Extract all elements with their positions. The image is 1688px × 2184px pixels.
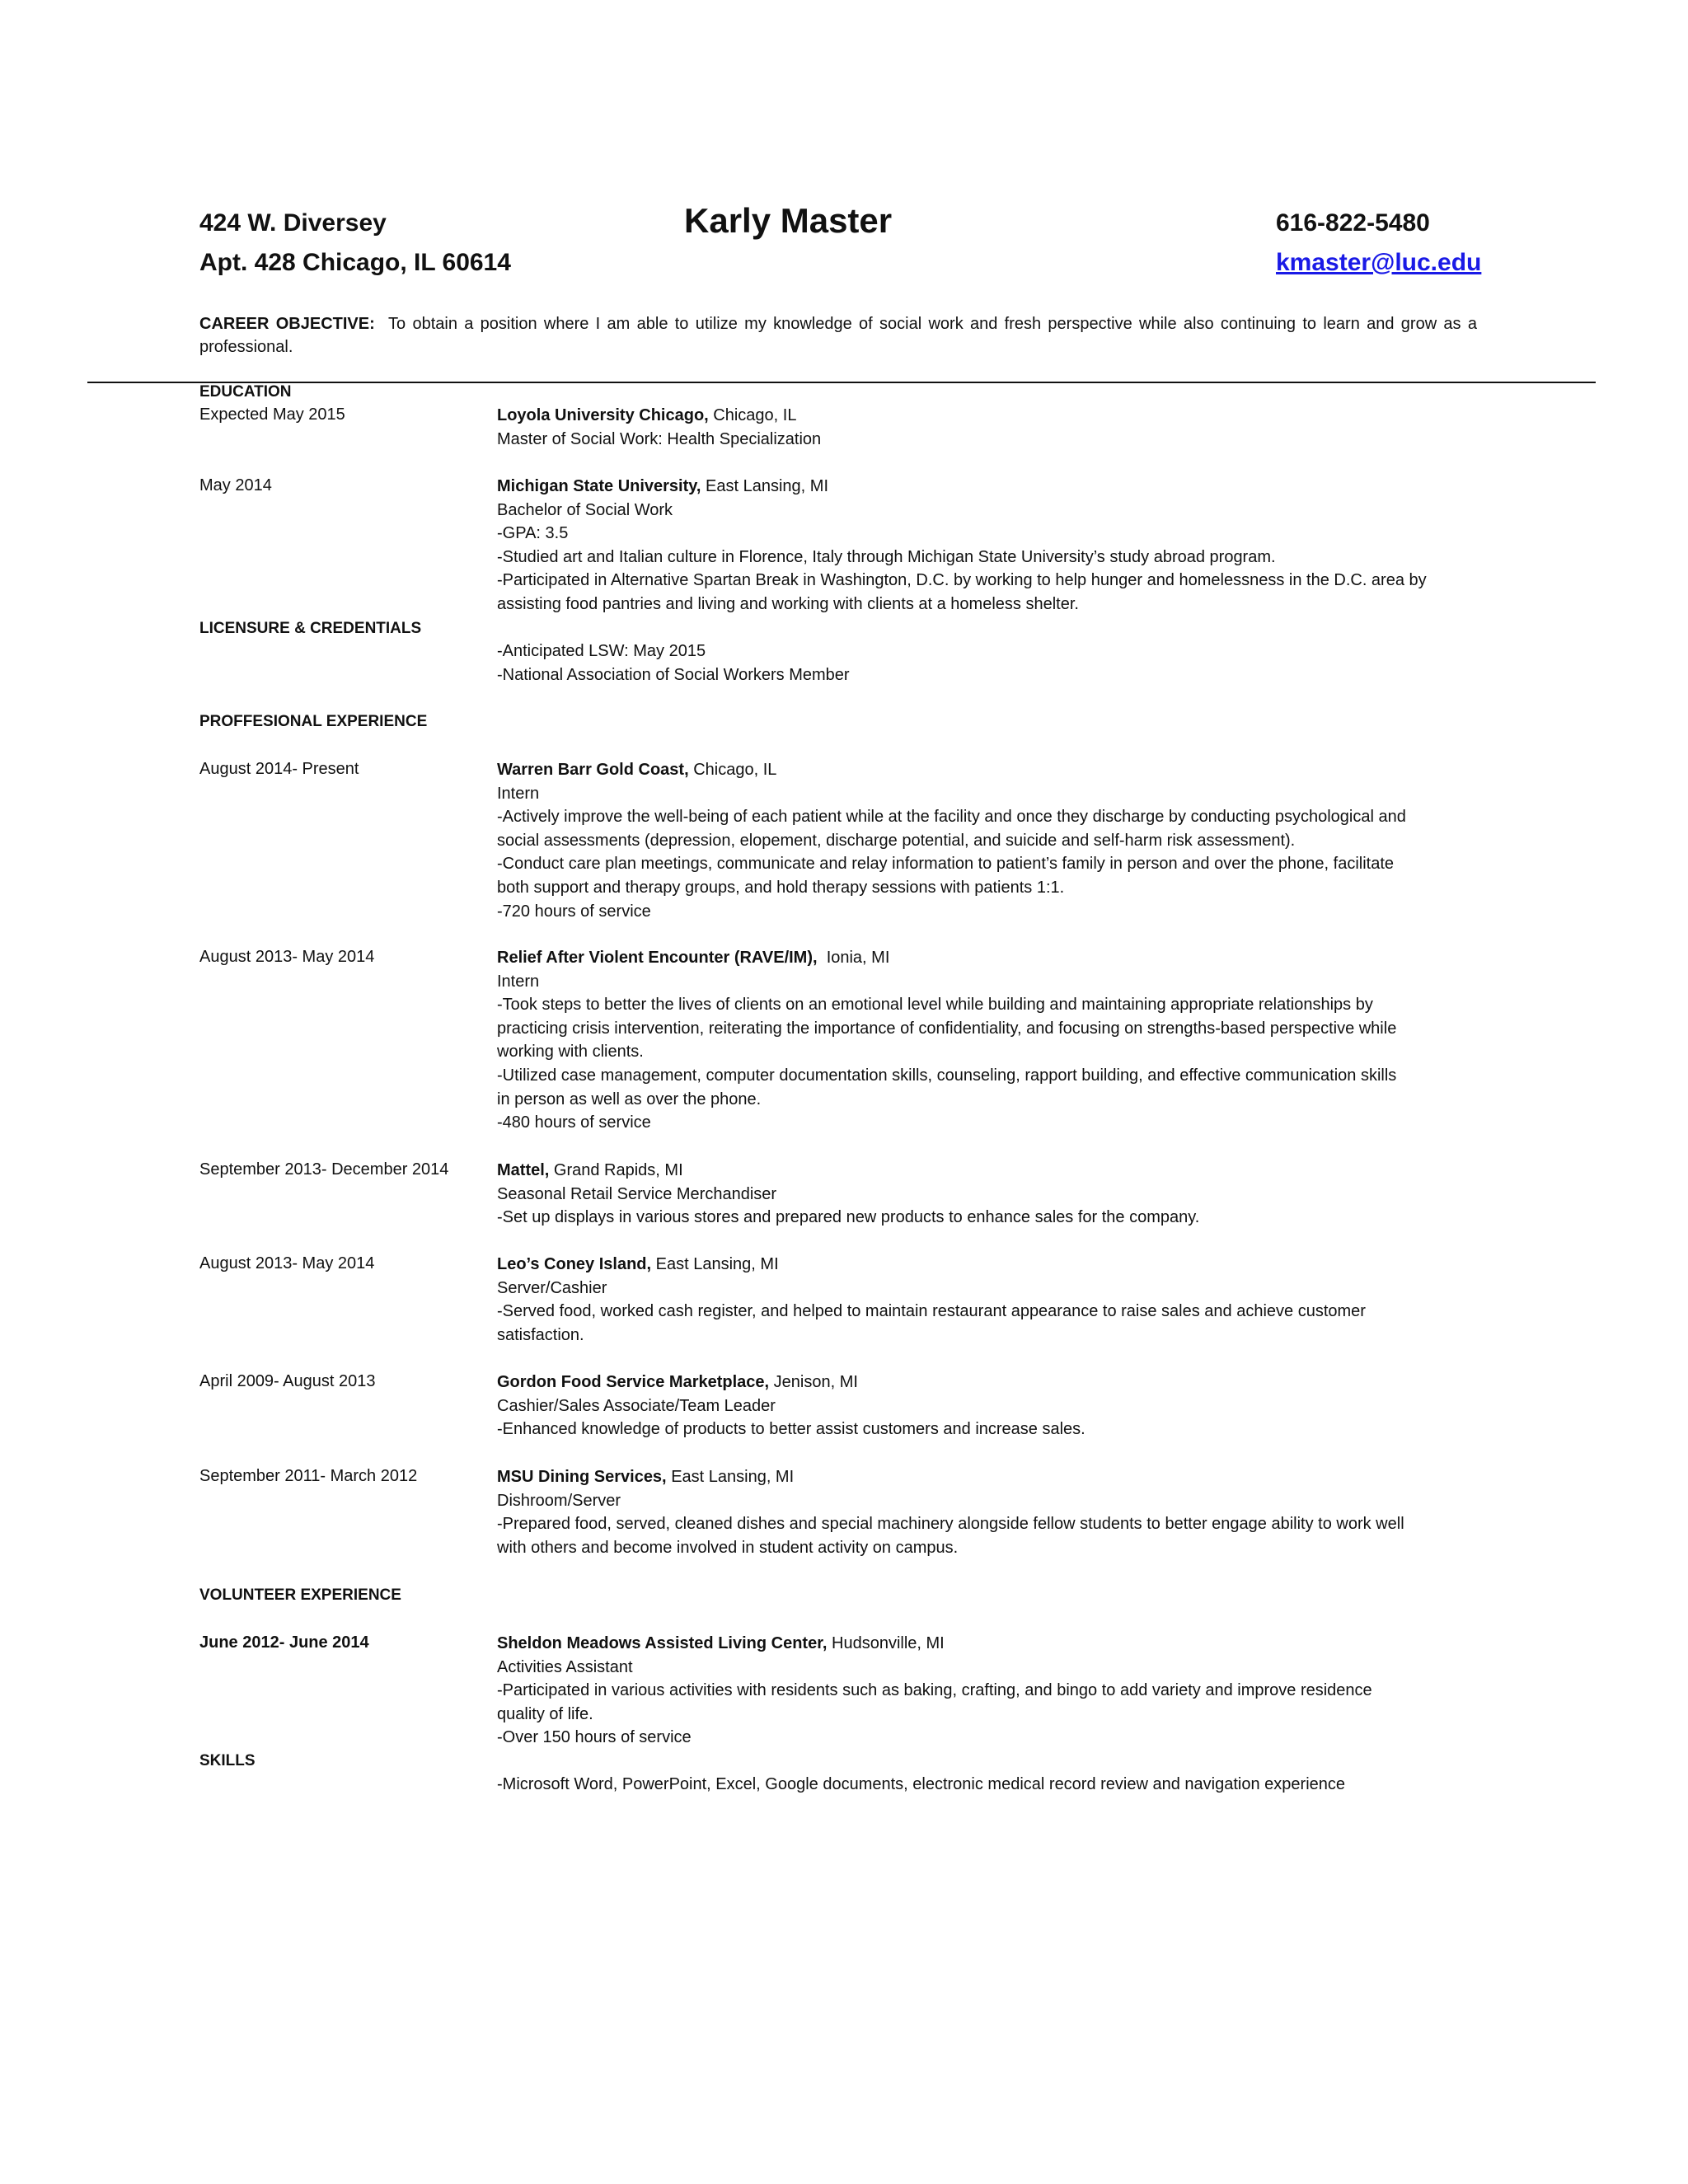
entry-line: -National Association of Social Workers Member xyxy=(497,665,850,684)
career-objective xyxy=(199,312,1477,359)
entry-location: Hudsonville, MI xyxy=(832,1634,945,1652)
entry-line: -Studied art and Italian culture in Florence, Italy through Michigan State University’s study abroad program. xyxy=(497,547,1276,566)
experience-entry-6 xyxy=(497,1465,1490,1559)
entry-org: Gordon Food Service Marketplace, xyxy=(497,1373,770,1391)
entry-org: Mattel, xyxy=(497,1161,550,1179)
entry-line: with others and become involved in student activity on campus. xyxy=(497,1538,959,1557)
entry-location: Grand Rapids, MI xyxy=(553,1161,683,1179)
experience-date-6: September 2011- March 2012 xyxy=(199,1467,418,1485)
entry-line: -Served food, worked cash register, and helped to maintain restaurant appearance to raise sales and achieve customer xyxy=(497,1302,1366,1321)
entry-line: Intern xyxy=(497,784,540,803)
volunteer-entry-1 xyxy=(497,1632,1490,1750)
entry-location: Chicago, IL xyxy=(713,406,797,424)
entry-line: Seasonal Retail Service Merchandiser xyxy=(497,1184,777,1203)
entry-line: quality of life. xyxy=(497,1704,593,1723)
entry-line: satisfaction. xyxy=(497,1325,584,1344)
entry-line: -GPA: 3.5 xyxy=(497,524,569,543)
entry-line: Master of Social Work: Health Specialization xyxy=(497,429,822,448)
experience-entry-1 xyxy=(497,758,1490,923)
skills-entry xyxy=(497,1773,1490,1797)
experience-date-5: April 2009- August 2013 xyxy=(199,1372,376,1390)
entry-line: Activities Assistant xyxy=(497,1657,633,1676)
volunteer-heading: VOLUNTEER EXPERIENCE xyxy=(199,1586,401,1604)
entry-line: -Actively improve the well-being of each patient while at the facility and once they discharge by conducting psychological and xyxy=(497,808,1406,827)
entry-line: assisting food pantries and living and working with clients at a homeless shelter. xyxy=(497,594,1079,613)
entry-org: Loyola University Chicago, xyxy=(497,406,709,424)
entry-org: Warren Barr Gold Coast, xyxy=(497,761,689,779)
entry-location: East Lansing, MI xyxy=(655,1255,779,1273)
objective-text: To obtain a position where I am able to utilize my knowledge of social work and fresh perspective while also continuing to learn and grow as a professional. xyxy=(199,315,1477,356)
experience-date-2: August 2013- May 2014 xyxy=(199,948,375,966)
entry-org: Michigan State University, xyxy=(497,477,701,495)
entry-line: Dishroom/Server xyxy=(497,1491,621,1510)
licensure-entry xyxy=(497,640,1490,687)
education-entry-2 xyxy=(497,475,1490,616)
entry-line: -Microsoft Word, PowerPoint, Excel, Google documents, electronic medical record review and navigation experience xyxy=(497,1775,1346,1793)
entry-org: Leo’s Coney Island, xyxy=(497,1255,652,1273)
header-divider xyxy=(87,382,1596,383)
experience-entry-2 xyxy=(497,946,1490,1135)
entry-line: -720 hours of service xyxy=(497,902,651,921)
address-line-2: Apt. 428 Chicago, IL 60614 xyxy=(199,249,511,276)
entry-location: East Lansing, MI xyxy=(706,477,829,495)
entry-line: social assessments (depression, elopement, discharge potential, and suicide and self-harm risk assessment). xyxy=(497,831,1296,850)
candidate-name: Karly Master xyxy=(684,201,893,240)
entry-line: -Took steps to better the lives of clients on an emotional level while building and maintaining appropriate relationships by xyxy=(497,996,1373,1015)
entry-line: Bachelor of Social Work xyxy=(497,500,673,519)
entry-line: Intern xyxy=(497,972,540,991)
entry-line: -Over 150 hours of service xyxy=(497,1728,692,1747)
entry-org: Relief After Violent Encounter (RAVE/IM), xyxy=(497,949,818,967)
skills-heading: SKILLS xyxy=(199,1752,256,1769)
entry-line: both support and therapy groups, and hold therapy sessions with patients 1:1. xyxy=(497,878,1065,897)
entry-line: -Anticipated LSW: May 2015 xyxy=(497,642,706,660)
entry-location: Ionia, MI xyxy=(826,949,890,967)
education-entry-1 xyxy=(497,404,1490,451)
experience-heading: PROFFESIONAL EXPERIENCE xyxy=(199,713,428,730)
volunteer-date-1: June 2012- June 2014 xyxy=(199,1633,369,1652)
objective-label: CAREER OBJECTIVE: xyxy=(199,315,375,333)
licensure-heading: LICENSURE & CREDENTIALS xyxy=(199,620,422,637)
entry-line: -Enhanced knowledge of products to better assist customers and increase sales. xyxy=(497,1420,1085,1439)
entry-line: -480 hours of service xyxy=(497,1113,651,1132)
entry-line: Cashier/Sales Associate/Team Leader xyxy=(497,1396,776,1415)
email-link[interactable]: kmaster@luc.edu xyxy=(1276,249,1482,276)
experience-date-4: August 2013- May 2014 xyxy=(199,1254,375,1272)
address-line-1: 424 W. Diversey xyxy=(199,209,387,237)
education-date-2: May 2014 xyxy=(199,476,272,494)
experience-date-1: August 2014- Present xyxy=(199,760,359,778)
entry-location: Chicago, IL xyxy=(693,761,777,779)
phone-number: 616-822-5480 xyxy=(1276,209,1430,237)
education-heading: EDUCATION xyxy=(199,383,292,401)
entry-line: practicing crisis intervention, reiterating the importance of confidentiality, and focusing on strengths-based perspective while xyxy=(497,1019,1397,1038)
entry-line: -Set up displays in various stores and prepared new products to enhance sales for the company. xyxy=(497,1208,1200,1227)
entry-line: -Participated in various activities with residents such as baking, crafting, and bingo to add variety and improve residence xyxy=(497,1681,1372,1700)
entry-line: -Participated in Alternative Spartan Break in Washington, D.C. by working to help hunger and homelessness in the D.C. area by xyxy=(497,571,1427,590)
entry-line: in person as well as over the phone. xyxy=(497,1090,762,1108)
entry-line: -Utilized case management, computer documentation skills, counseling, rapport building, and effective communication skills xyxy=(497,1066,1397,1085)
entry-line: -Prepared food, served, cleaned dishes and special machinery alongside fellow students to better engage ability to work well xyxy=(497,1515,1404,1534)
education-date-1: Expected May 2015 xyxy=(199,405,345,424)
entry-line: -Conduct care plan meetings, communicate and relay information to patient’s family in person and over the phone, facilitate xyxy=(497,855,1395,874)
experience-entry-5 xyxy=(497,1371,1490,1441)
entry-line: working with clients. xyxy=(497,1043,644,1062)
entry-location: East Lansing, MI xyxy=(671,1468,795,1486)
experience-entry-4 xyxy=(497,1253,1490,1347)
experience-entry-3 xyxy=(497,1159,1490,1230)
entry-line: Server/Cashier xyxy=(497,1278,607,1297)
entry-org: Sheldon Meadows Assisted Living Center, xyxy=(497,1634,828,1652)
entry-location: Jenison, MI xyxy=(773,1373,858,1391)
entry-org: MSU Dining Services, xyxy=(497,1468,667,1486)
experience-date-3: September 2013- December 2014 xyxy=(199,1160,449,1179)
